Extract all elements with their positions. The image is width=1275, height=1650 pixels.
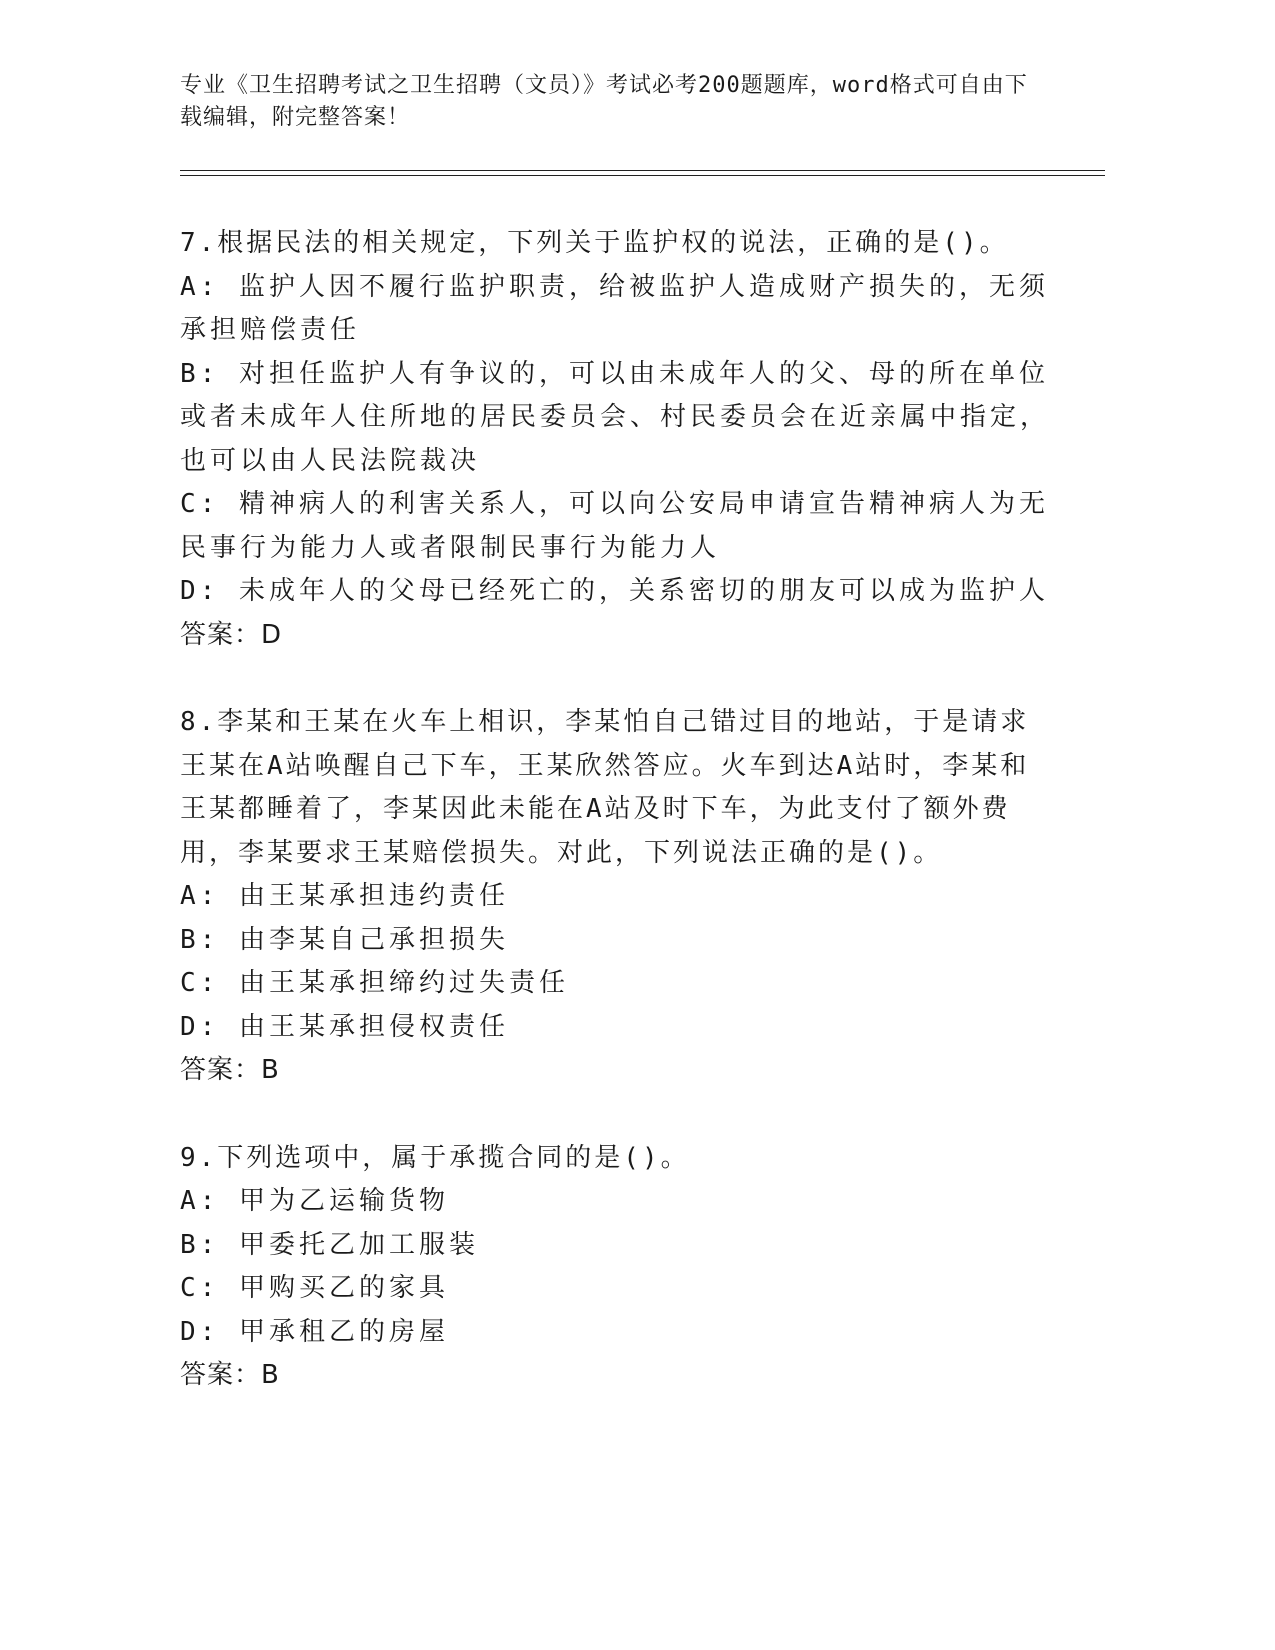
question-7	[180, 222, 1050, 657]
answer-line: 答案：D	[180, 619, 283, 650]
option-d: D: 未成年人的父母已经死亡的，关系密切的朋友可以成为监护人	[180, 576, 1049, 606]
answer-line: 答案：B	[180, 1055, 280, 1085]
option-c: C: 精神病人的利害关系人，可以向公安局申请宣告精神病人为无民事行为能力人或者限制民事行为能力人	[180, 489, 1049, 563]
option-d: D: 由王某承担侵权责任	[180, 1011, 509, 1042]
header-rule-top	[180, 170, 1105, 171]
question-9	[180, 1137, 1050, 1398]
question-8	[180, 701, 1050, 1093]
option-c: C: 由王某承担缔约过失责任	[180, 968, 569, 998]
header-rule-bottom	[180, 175, 1105, 176]
option-a: A: 甲为乙运输货物	[180, 1186, 449, 1216]
option-b: B: 甲委托乙加工服装	[180, 1229, 479, 1260]
option-b: B: 由李某自己承担损失	[180, 924, 509, 955]
option-a: A: 监护人因不履行监护职责，给被监护人造成财产损失的，无须承担赔偿责任	[180, 271, 1049, 345]
document-header	[180, 70, 1040, 134]
question-stem: 7.根据民法的相关规定，下列关于监护权的说法，正确的是()。	[180, 228, 1009, 258]
option-b: B: 对担任监护人有争议的，可以由未成年人的父、母的所在单位或者未成年人住所地的居民委员会、村民委员会在近亲属中指定，也可以由人民法院裁决	[180, 358, 1051, 476]
option-a: A: 由王某承担违约责任	[180, 881, 509, 911]
option-d: D: 甲承租乙的房屋	[180, 1316, 449, 1347]
header-title: 专业《卫生招聘考试之卫生招聘（文员）》考试必考200题题库，word格式可自由下载编辑，附完整答案！	[180, 73, 1028, 130]
question-stem: 8.李某和王某在火车上相识，李某怕自己错过目的地站，于是请求王某在A站唤醒自己下车，王某欣然答应。火车到达A站时，李某和王某都睡着了，李某因此未能在A站及时下车，为此支付了额外费用，李某要求王某赔偿损失。对此，下列说法正确的是()。	[180, 707, 1030, 868]
answer-line: 答案：B	[180, 1360, 280, 1390]
question-stem: 9.下列选项中，属于承揽合同的是()。	[180, 1142, 690, 1173]
question-list	[180, 222, 1050, 1442]
option-c: C: 甲购买乙的家具	[180, 1273, 449, 1303]
